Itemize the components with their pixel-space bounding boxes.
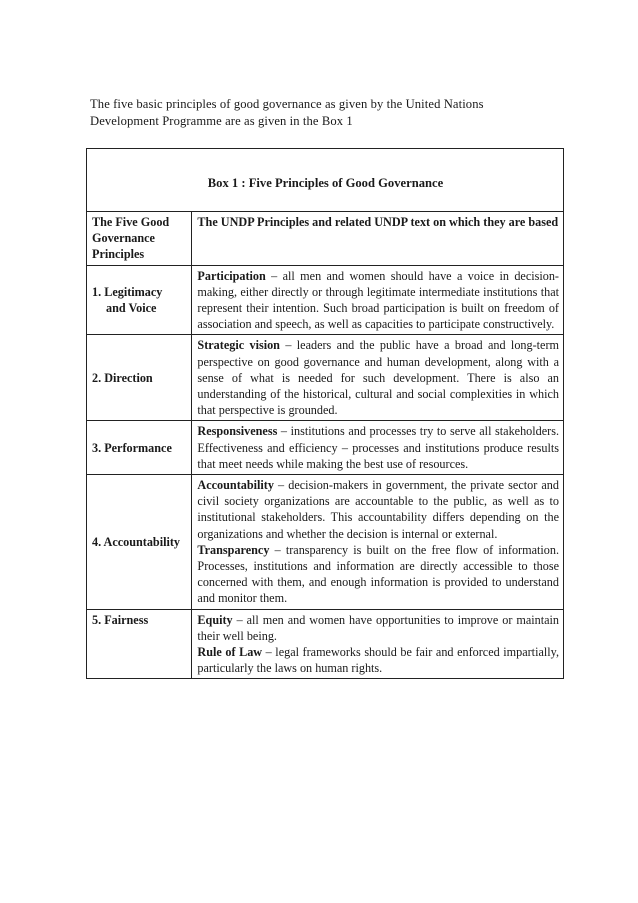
- header-undp-text: The UNDP Principles and related UNDP text on which they are based: [192, 212, 564, 266]
- principle-description: [192, 335, 564, 421]
- term: Transparency: [197, 542, 270, 557]
- principle-label: 3. Performance: [87, 421, 192, 475]
- term: Equity: [197, 612, 233, 627]
- table-row: [87, 609, 564, 679]
- table-row: [87, 475, 564, 610]
- table-row: [87, 335, 564, 421]
- principle-label: 5. Fairness: [87, 609, 192, 679]
- term: Strategic vision: [197, 338, 280, 353]
- term-description: – institutions and processes try to serve all stakeholders. Effectiveness and efficiency – processes and institutions produce results that meet needs while making the best use of resources.: [197, 424, 559, 471]
- box-title: Box 1 : Five Principles of Good Governance: [87, 149, 564, 212]
- principle-description: [192, 609, 564, 679]
- term-description: – all men and women have opportunities to improve or maintain their well being.: [197, 612, 559, 643]
- term-description: – transparency is built on the free flow of information. Processes, institutions and information are directly accessible to those concerned with them, and enough information is provided to understand and monitor them.: [197, 542, 559, 606]
- principle-description: [192, 475, 564, 610]
- principle-label: 2. Direction: [87, 335, 192, 421]
- term-description: – decision-makers in government, the private sector and civil society organizations are accountable to the public, as well as to institutional stakeholders. This accountability differs depending on the organizations and whether the decision is internal or external.: [197, 478, 559, 541]
- term: Accountability: [197, 478, 274, 493]
- principle-label-line: and Voice: [106, 301, 157, 316]
- term-description: – leaders and the public have a broad and long-term perspective on good governance and human development, along with a sense of what is needed for such development. There is also an understanding of the historical, cultural and social complexities in which that perspective is grounded.: [197, 338, 559, 418]
- term: Rule of Law: [197, 645, 263, 660]
- header-principles: The Five Good Governance Principles: [87, 212, 192, 266]
- principle-description: [192, 265, 564, 335]
- table-row: [87, 421, 564, 475]
- term: Participation: [197, 268, 266, 283]
- principle-description: [192, 421, 564, 475]
- term-description: – all men and women should have a voice in decision-making, either directly or through legitimate intermediate institutions that represent their intention. Such broad participation is built on freedom of association and speech, as well as capacities to participate constructively.: [197, 268, 559, 332]
- principle-label: 4. Accountability: [87, 475, 192, 610]
- term-description: – legal frameworks should be fair and enforced impartially, particularly the laws on human rights.: [197, 645, 559, 676]
- intro-paragraph: The five basic principles of good governance as given by the United Nations Development Programme are as given in the Box 1: [90, 97, 484, 128]
- principle-label: [87, 265, 192, 335]
- principle-label-line: 1. Legitimacy: [92, 284, 163, 299]
- table-header-row: [87, 212, 564, 266]
- principles-box-table: [86, 148, 564, 679]
- term: Responsiveness: [197, 424, 278, 439]
- table-row: [87, 265, 564, 335]
